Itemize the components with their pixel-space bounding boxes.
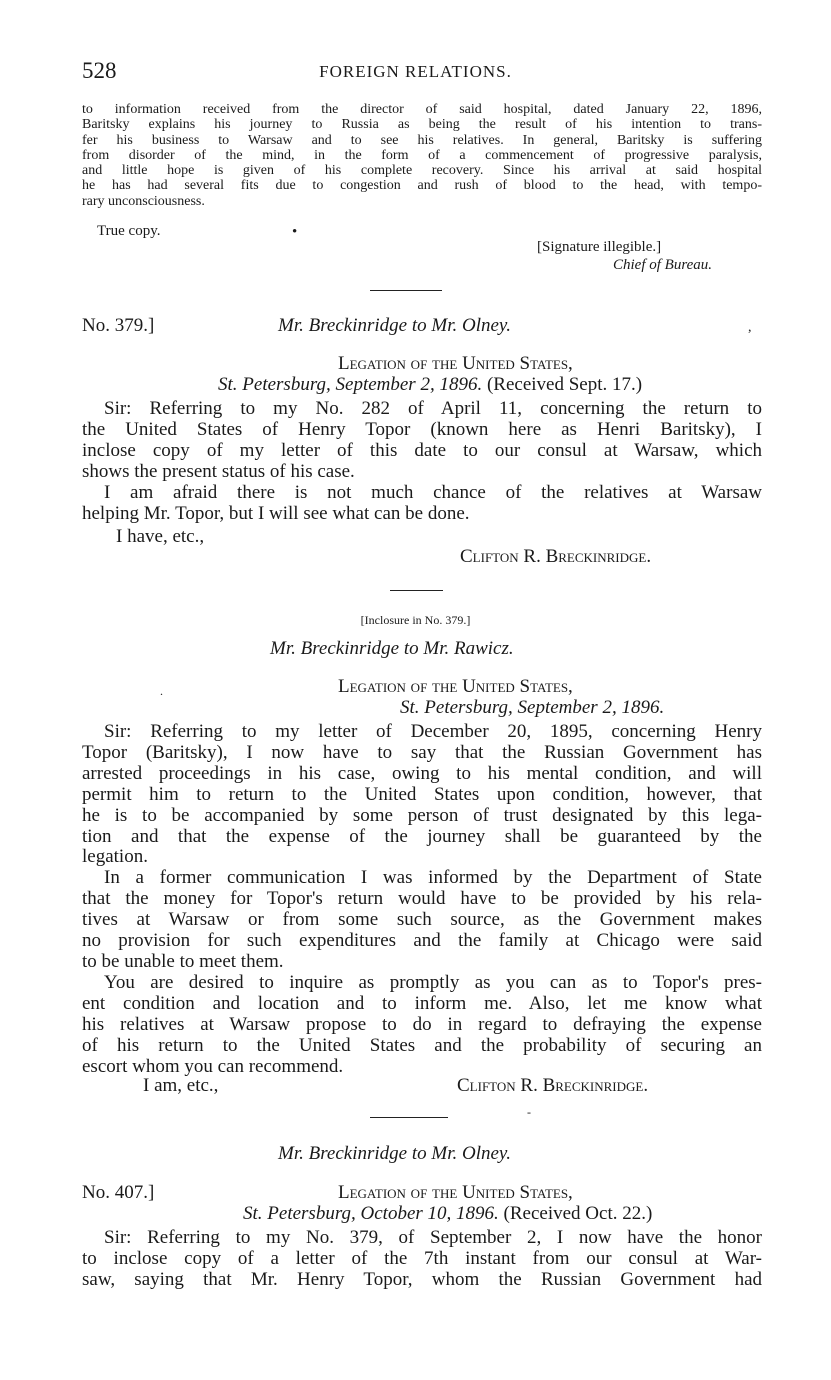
stray-mark: - [527,1105,531,1119]
dispatch-number: No. 407.] [82,1182,155,1203]
closing: I am, etc., [143,1075,219,1096]
signature-illegible: [Signature illegible.] [537,239,662,255]
page-number: 528 [82,58,117,83]
letter-body [82,399,762,524]
stray-mark: . [160,684,163,698]
dispatch-heading: Mr. Breckinridge to Mr. Rawicz. [270,638,514,659]
text-line: no provision for such expenditures and the family at Chicago were said [82,930,762,952]
text-line: You are desired to inquire as promptly as you can as to Topor's pres- [104,971,762,993]
letter-body [82,722,762,1077]
text-line: and little hope is given of his complete recovery. Since his arrival at said hospital [82,163,762,179]
text-line: fer his business to Warsaw and to see his relatives. In general, Baritsky is suffering [82,132,762,148]
text-line: he has had several fits due to congestion and rush of blood to the head, with tempo- [82,178,762,194]
text-line: saw, saying that Mr. Henry Topor, whom the Russian Government had [82,1268,762,1290]
place-date: St. Petersburg, September 2, 1896. [400,697,665,718]
text-line: arrested proceedings in his case, owing to his mental condition, and will [82,762,762,784]
text-line: tion and that the expense of the journey shall be guaranteed by the [82,825,762,847]
legation-line: Legation of the United States, [338,676,573,697]
dispatch-heading: Mr. Breckinridge to Mr. Olney. [278,315,512,336]
place-date-line [218,374,642,396]
section-divider [390,590,443,591]
place-date-line [243,1203,652,1225]
text-line: In a former communication I was informed by the Department of State [104,867,762,889]
legation-line: Legation of the United States, [338,353,573,374]
text-line: rary unconsciousness. [82,193,205,209]
place-date: St. Petersburg, October 10, 1896. [243,1203,499,1224]
text-line: Sir: Referring to my letter of December 20, 1895, concerning Henry [104,721,762,742]
text-line: permit him to return to the United States upon condition, however, that [82,783,762,805]
text-line: tives at Warsaw or from some such source, as the Government makes [82,909,762,931]
text-line: to inclose copy of a letter of the 7th instant from our consul at War- [82,1247,762,1269]
section-divider [370,1117,448,1118]
text-line: Sir: Referring to my No. 282 of April 11, concerning the return to [104,398,762,419]
letter-body [82,1228,762,1291]
text-line: inclose copy of my letter of this date to our consul at Warsaw, which [82,439,762,461]
text-line: shows the present status of his case. [82,460,355,482]
text-line: he is to be accompanied by some person of trust designated by this lega- [82,804,762,826]
text-line: that the money for Topor's return would have to be provided by his rela- [82,888,762,910]
intro-paragraph [82,102,762,209]
stray-mark: • [292,224,298,240]
text-line: the United States of Henry Topor (known here as Henri Baritsky), I [82,418,762,440]
signature: Clifton R. Breckinridge. [457,1075,649,1096]
text-line: ent condition and location and to inform me. Also, let me know what [82,992,762,1014]
text-line: I am afraid there is not much chance of the relatives at Warsaw [104,481,762,503]
text-line: Topor (Baritsky), I now have to say that the Russian Government has [82,741,762,763]
true-copy-note: True copy. [97,223,161,239]
closing: I have, etc., [116,526,205,547]
text-line: escort whom you can recommend. [82,1055,344,1077]
text-line: his relatives at Warsaw propose to do in regard to defraying the expense [82,1013,762,1035]
legation-line: Legation of the United States, [338,1182,573,1203]
stray-mark: , [748,320,752,335]
text-line: of his return to the United States and the probability of securing an [82,1034,762,1056]
text-line: from disorder of the mind, in the form of a commencement of progressive paralysis, [82,147,762,163]
signature-title: Chief of Bureau. [613,257,713,273]
text-line: helping Mr. Topor, but I will see what can be done. [82,502,470,524]
place-date: St. Petersburg, September 2, 1896. [218,374,483,395]
dispatch-heading: Mr. Breckinridge to Mr. Olney. [278,1143,512,1164]
text-line: legation. [82,846,148,868]
inclosure-label: [Inclosure in No. 379.] [360,613,471,627]
received-date: (Received Sept. 17.) [486,374,643,395]
signature: Clifton R. Breckinridge. [460,546,652,567]
section-divider [370,290,442,291]
received-date: (Received Oct. 22.) [503,1203,653,1224]
text-line: to information received from the director of said hospital, dated January 22, 1896, [82,102,762,117]
running-title: FOREIGN RELATIONS. [319,62,512,81]
dispatch-number: No. 379.] [82,315,155,336]
text-line: Baritsky explains his journey to Russia as being the result of his intention to trans- [82,117,762,133]
text-line: Sir: Referring to my No. 379, of September 2, I now have the honor [104,1227,762,1248]
text-line: to be unable to meet them. [82,950,284,972]
